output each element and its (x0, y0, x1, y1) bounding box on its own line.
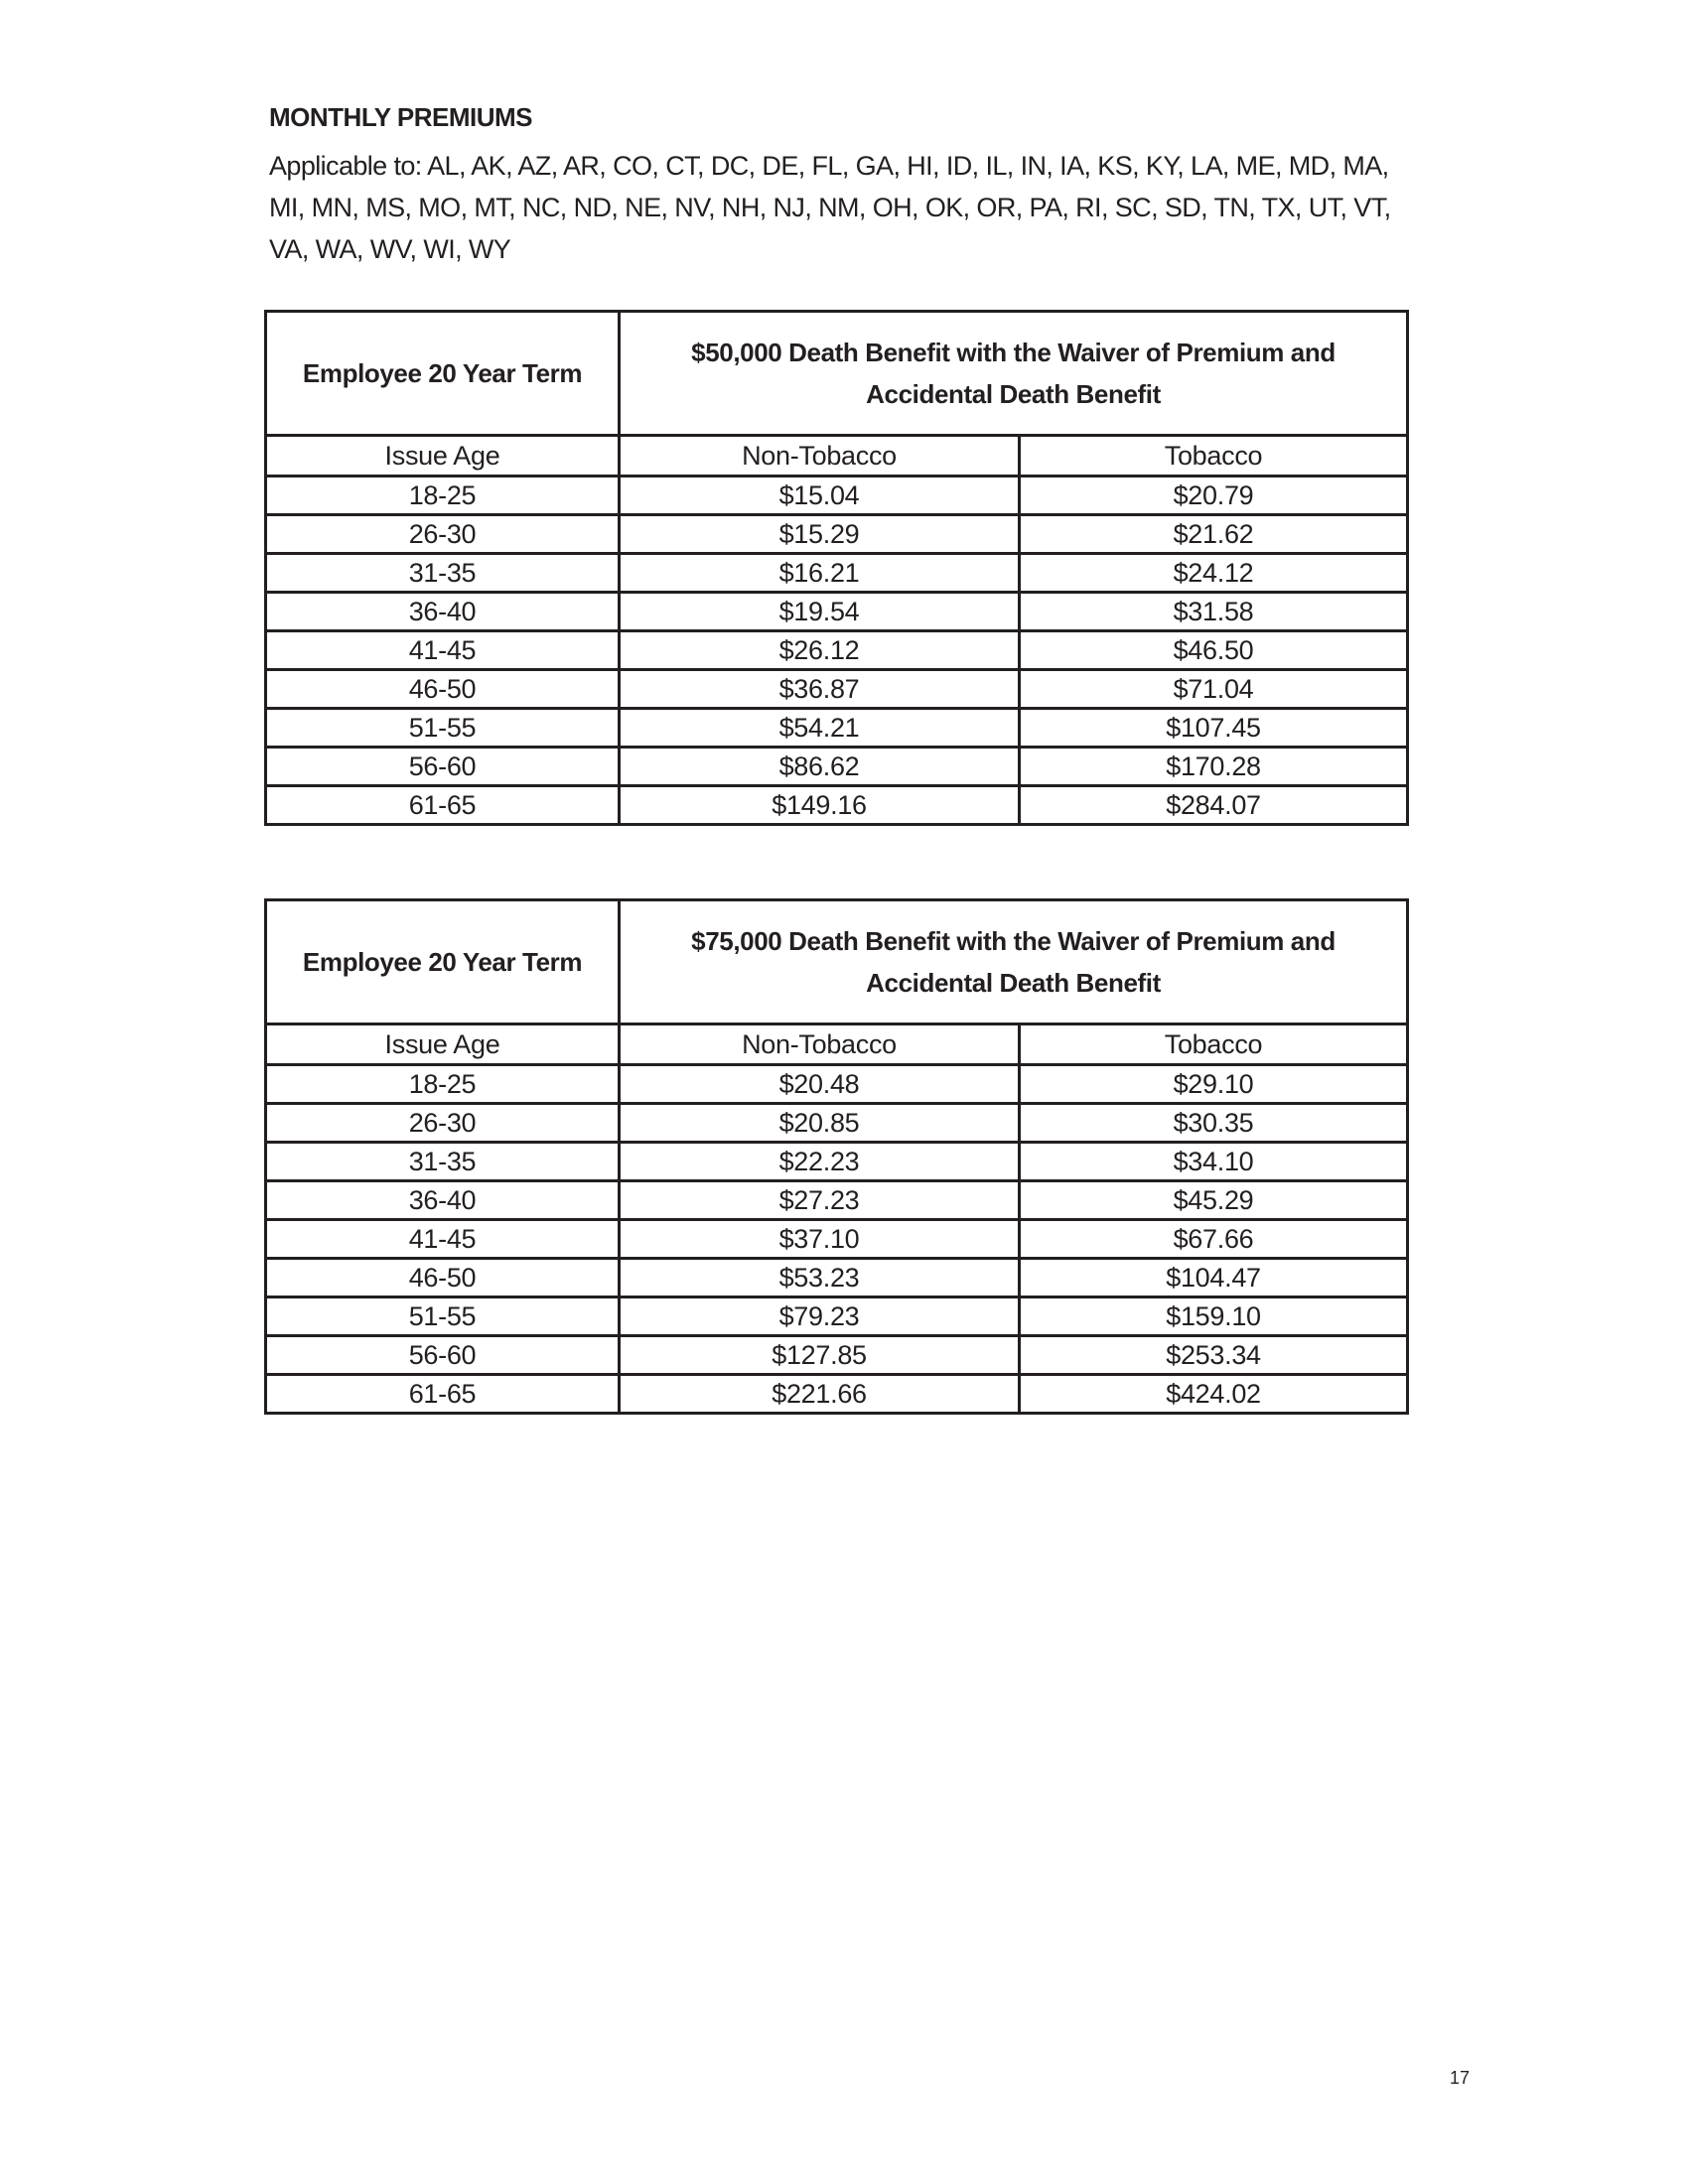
column-header-tobacco: Tobacco (1020, 436, 1408, 477)
column-header-row (266, 1024, 1408, 1065)
non-tobacco-cell: $19.54 (620, 593, 1020, 631)
tobacco-cell: $253.34 (1020, 1336, 1408, 1375)
non-tobacco-cell: $22.23 (620, 1143, 1020, 1181)
issue-age-cell: 46-50 (266, 1259, 620, 1297)
non-tobacco-cell: $79.23 (620, 1297, 1020, 1336)
tobacco-cell: $20.79 (1020, 477, 1408, 515)
tobacco-cell: $170.28 (1020, 748, 1408, 786)
tobacco-cell: $34.10 (1020, 1143, 1408, 1181)
column-header-non-tobacco: Non-Tobacco (620, 436, 1020, 477)
non-tobacco-cell: $149.16 (620, 786, 1020, 825)
issue-age-cell: 56-60 (266, 1336, 620, 1375)
issue-age-cell: 61-65 (266, 1375, 620, 1414)
table-row (266, 748, 1408, 786)
non-tobacco-cell: $27.23 (620, 1181, 1020, 1220)
table-row (266, 1065, 1408, 1104)
applicable-states: Applicable to: AL, AK, AZ, AR, CO, CT, DC, DE, FL, GA, HI, ID, IL, IN, IA, KS, KY, LA, ME, MD, MA, MI, MN, MS, MO, MT, NC, ND, NE, NV, NH, NJ, NM, OH, OK, OR, PA, RI, SC, SD, TN, TX, UT, VT, VA, WA, WV, WI, WY (269, 151, 1391, 264)
tobacco-cell: $21.62 (1020, 515, 1408, 554)
table-row (266, 670, 1408, 709)
premium-table-75000 (264, 898, 1409, 1415)
table-header-row (266, 900, 1408, 1024)
issue-age-cell: 26-30 (266, 515, 620, 554)
issue-age-cell: 41-45 (266, 1220, 620, 1259)
issue-age-cell: 41-45 (266, 631, 620, 670)
tobacco-cell: $67.66 (1020, 1220, 1408, 1259)
issue-age-cell: 26-30 (266, 1104, 620, 1143)
table-row (266, 786, 1408, 825)
table-row (266, 1375, 1408, 1414)
tobacco-cell: $107.45 (1020, 709, 1408, 748)
table-row (266, 1259, 1408, 1297)
premium-table-50000 (264, 310, 1409, 826)
tobacco-cell: $71.04 (1020, 670, 1408, 709)
issue-age-cell: 51-55 (266, 1297, 620, 1336)
non-tobacco-cell: $16.21 (620, 554, 1020, 593)
table-row (266, 1181, 1408, 1220)
table-row (266, 709, 1408, 748)
tobacco-cell: $284.07 (1020, 786, 1408, 825)
column-header-issue-age: Issue Age (266, 1024, 620, 1065)
table-row (266, 1143, 1408, 1181)
issue-age-cell: 36-40 (266, 593, 620, 631)
tobacco-cell: $46.50 (1020, 631, 1408, 670)
issue-age-cell: 18-25 (266, 477, 620, 515)
tobacco-cell: $104.47 (1020, 1259, 1408, 1297)
non-tobacco-cell: $26.12 (620, 631, 1020, 670)
table-row (266, 631, 1408, 670)
non-tobacco-cell: $20.48 (620, 1065, 1020, 1104)
table-row (266, 1336, 1408, 1375)
tobacco-cell: $31.58 (1020, 593, 1408, 631)
table-row (266, 593, 1408, 631)
non-tobacco-cell: $15.29 (620, 515, 1020, 554)
table-row (266, 1297, 1408, 1336)
issue-age-cell: 31-35 (266, 1143, 620, 1181)
column-header-non-tobacco: Non-Tobacco (620, 1024, 1020, 1065)
issue-age-cell: 31-35 (266, 554, 620, 593)
plan-type-header: Employee 20 Year Term (266, 312, 620, 436)
plan-type-header: Employee 20 Year Term (266, 900, 620, 1024)
table-row (266, 515, 1408, 554)
table-row (266, 1220, 1408, 1259)
tobacco-cell: $45.29 (1020, 1181, 1408, 1220)
table-row (266, 1104, 1408, 1143)
issue-age-cell: 56-60 (266, 748, 620, 786)
issue-age-cell: 36-40 (266, 1181, 620, 1220)
non-tobacco-cell: $221.66 (620, 1375, 1020, 1414)
table-row (266, 477, 1408, 515)
benefit-header: $50,000 Death Benefit with the Waiver of Premium and Accidental Death Benefit (620, 312, 1408, 436)
benefit-header: $75,000 Death Benefit with the Waiver of Premium and Accidental Death Benefit (620, 900, 1408, 1024)
non-tobacco-cell: $15.04 (620, 477, 1020, 515)
non-tobacco-cell: $20.85 (620, 1104, 1020, 1143)
issue-age-cell: 51-55 (266, 709, 620, 748)
non-tobacco-cell: $54.21 (620, 709, 1020, 748)
non-tobacco-cell: $37.10 (620, 1220, 1020, 1259)
non-tobacco-cell: $53.23 (620, 1259, 1020, 1297)
column-header-row (266, 436, 1408, 477)
tobacco-cell: $30.35 (1020, 1104, 1408, 1143)
issue-age-cell: 46-50 (266, 670, 620, 709)
non-tobacco-cell: $86.62 (620, 748, 1020, 786)
tobacco-cell: $29.10 (1020, 1065, 1408, 1104)
tobacco-cell: $159.10 (1020, 1297, 1408, 1336)
page-number: 17 (1450, 2068, 1471, 2088)
non-tobacco-cell: $36.87 (620, 670, 1020, 709)
tobacco-cell: $424.02 (1020, 1375, 1408, 1414)
page-heading: MONTHLY PREMIUMS (269, 102, 533, 132)
tobacco-cell: $24.12 (1020, 554, 1408, 593)
issue-age-cell: 61-65 (266, 786, 620, 825)
issue-age-cell: 18-25 (266, 1065, 620, 1104)
table-row (266, 554, 1408, 593)
column-header-issue-age: Issue Age (266, 436, 620, 477)
table-header-row (266, 312, 1408, 436)
non-tobacco-cell: $127.85 (620, 1336, 1020, 1375)
column-header-tobacco: Tobacco (1020, 1024, 1408, 1065)
